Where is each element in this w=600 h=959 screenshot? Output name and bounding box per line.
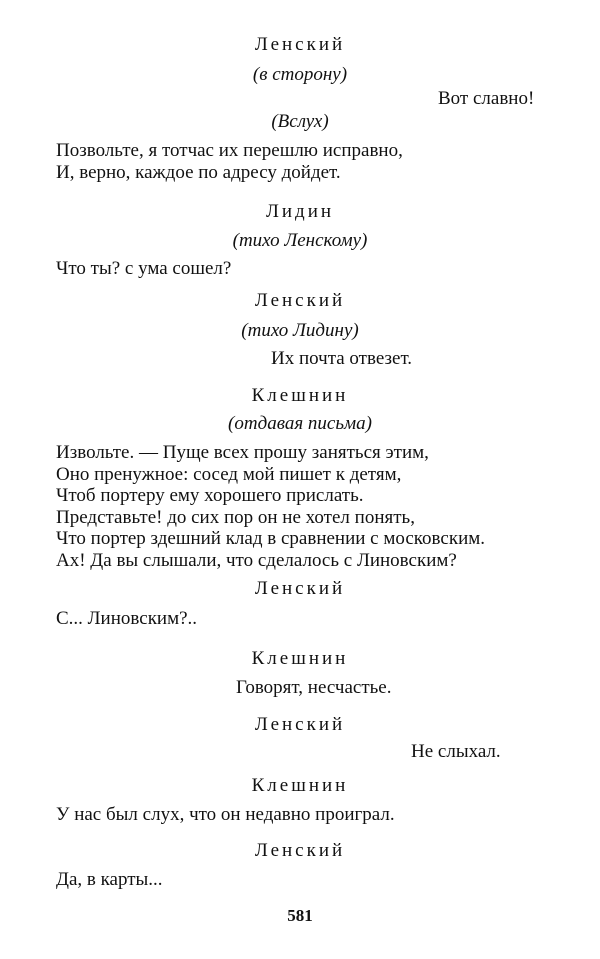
stage-direction: (Вслух): [271, 111, 329, 132]
speaker-name: Клешнин: [251, 775, 349, 796]
verse-line: И, верно, каждое по адресу дойдет.: [56, 161, 341, 183]
verse-line: Представьте! до сих пор он не хотел понять,: [56, 506, 415, 528]
verse-line: Что ты? с ума сошел?: [56, 258, 232, 279]
speaker-name: Ленский: [254, 578, 346, 599]
verse-line: Позвольте, я тотчас их перешлю исправно,: [56, 140, 403, 161]
verse-line: Да, в карты...: [56, 869, 163, 890]
verse-stanza: [56, 140, 403, 183]
verse-line: С... Линовским?..: [56, 608, 198, 629]
verse-line: Оно пренужное: сосед мой пишет к детям,: [56, 463, 402, 485]
verse-stanza: [56, 442, 485, 571]
stage-direction: (тихо Ленскому): [232, 230, 368, 251]
verse-line: Вот славно!: [438, 88, 535, 109]
speaker-name: Ленский: [254, 840, 346, 861]
verse-line: Чтоб портеру ему хорошего прислать.: [56, 485, 364, 506]
verse-line: У нас был слух, что он недавно проиграл.: [56, 804, 395, 825]
verse-line: Извольте. — Пуще всех прошу заняться этим,: [56, 442, 429, 463]
verse-line: Ах! Да вы слышали, что сделалось с Линовским?: [56, 549, 457, 571]
speaker-name: Лидин: [265, 201, 335, 222]
speaker-name: Клешнин: [251, 648, 349, 669]
verse-line: Говорят, несчастье.: [236, 677, 392, 698]
stage-direction: (в сторону): [252, 64, 348, 85]
speaker-name: Ленский: [254, 714, 346, 735]
verse-line: Их почта отвезет.: [271, 348, 413, 369]
speaker-name: Ленский: [254, 290, 346, 311]
stage-direction: (отдавая письма): [228, 413, 372, 434]
page-number: 581: [287, 906, 313, 925]
speaker-name: Ленский: [254, 34, 346, 55]
verse-line: Что портер здешний клад в сравнении с московским.: [56, 528, 486, 549]
verse-line: Не слыхал.: [411, 741, 501, 762]
speaker-name: Клешнин: [251, 385, 349, 406]
stage-direction: (тихо Лидину): [241, 320, 359, 341]
